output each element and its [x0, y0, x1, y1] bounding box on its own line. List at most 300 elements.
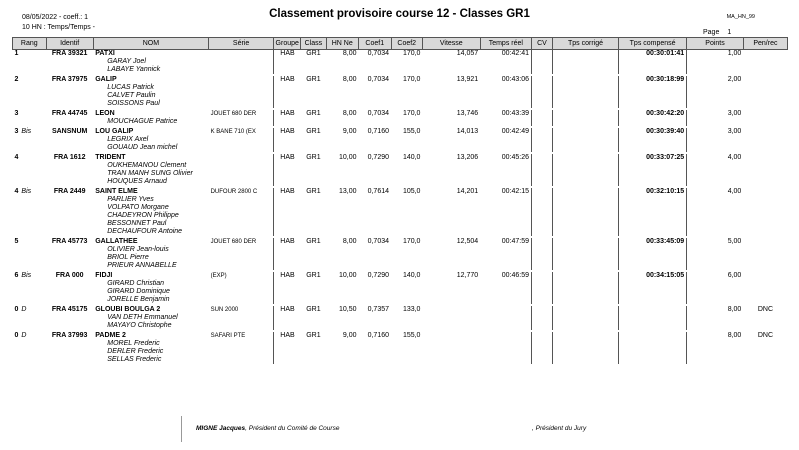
table-cell — [209, 254, 274, 262]
corrected-time — [552, 76, 618, 84]
table-cell — [359, 196, 392, 204]
table-cell — [359, 220, 392, 228]
speed — [422, 332, 480, 340]
table-cell — [274, 178, 301, 186]
real-time: 00:45:26 — [501, 154, 530, 161]
table-cell — [326, 100, 359, 108]
table-cell — [391, 66, 422, 74]
table-cell — [46, 100, 93, 108]
table-cell — [422, 118, 480, 126]
page-label: Page — [703, 29, 720, 36]
points: 8,00 — [727, 332, 742, 339]
rank: 3 — [14, 110, 19, 117]
hn-value: 8,00 — [342, 50, 357, 57]
table-cell — [326, 246, 359, 254]
table-cell — [359, 136, 392, 144]
table-cell — [687, 178, 744, 186]
table-cell — [743, 66, 787, 74]
points: 4,00 — [727, 154, 742, 161]
penalty — [743, 188, 787, 196]
table-cell — [532, 356, 553, 364]
table-cell — [552, 348, 618, 356]
table-cell — [46, 280, 93, 288]
table-cell — [326, 144, 359, 152]
group: HAB — [274, 332, 301, 340]
table-cell — [391, 262, 422, 270]
table-cell — [480, 296, 531, 304]
table-cell — [13, 144, 47, 152]
table-cell — [743, 162, 787, 170]
points: 8,00 — [727, 306, 742, 313]
table-cell — [687, 136, 744, 144]
table-cell — [301, 162, 326, 170]
table-cell — [422, 288, 480, 296]
table-cell — [743, 220, 787, 228]
table-cell — [743, 314, 787, 322]
table-cell — [687, 246, 744, 254]
table-cell — [480, 204, 531, 212]
table-cell — [274, 118, 301, 126]
table-cell — [480, 212, 531, 220]
table-cell — [326, 228, 359, 236]
table-cell — [687, 66, 744, 74]
table-cell — [209, 84, 274, 92]
table-cell — [480, 196, 531, 204]
table-cell — [480, 220, 531, 228]
rank-suffix: D — [21, 332, 27, 339]
table-cell — [274, 84, 301, 92]
crew-row — [13, 92, 788, 100]
table-cell — [422, 92, 480, 100]
table-cell — [326, 348, 359, 356]
table-cell — [13, 296, 47, 304]
cv-cell — [532, 238, 553, 246]
crew-row — [13, 136, 788, 144]
table-row — [13, 128, 788, 136]
column-header: Groupe — [274, 38, 301, 50]
table-cell — [46, 58, 93, 66]
table-cell — [391, 246, 422, 254]
table-cell — [359, 246, 392, 254]
table-cell — [532, 220, 553, 228]
table-cell — [552, 162, 618, 170]
table-cell — [13, 314, 47, 322]
hn-value: 9,00 — [342, 332, 357, 339]
table-cell — [209, 144, 274, 152]
table-cell — [274, 66, 301, 74]
table-cell — [209, 136, 274, 144]
table-cell — [13, 212, 47, 220]
corrected-time — [552, 188, 618, 196]
table-cell — [46, 92, 93, 100]
table-cell — [46, 136, 93, 144]
group: HAB — [274, 76, 301, 84]
table-cell — [391, 136, 422, 144]
table-cell — [743, 254, 787, 262]
table-cell — [422, 162, 480, 170]
crew-row — [13, 204, 788, 212]
corrected-time — [552, 50, 618, 59]
table-cell — [326, 314, 359, 322]
table-cell — [743, 92, 787, 100]
crew-member: MAYAYO Christophe — [107, 322, 172, 329]
rank: 5 — [14, 238, 19, 245]
boat-series: JOUET 680 DER — [210, 111, 257, 117]
table-cell — [532, 280, 553, 288]
group: HAB — [274, 238, 301, 246]
table-cell — [301, 92, 326, 100]
rank-cell — [13, 50, 47, 59]
table-cell — [209, 100, 274, 108]
penalty: DNC — [757, 332, 773, 339]
table-cell — [274, 204, 301, 212]
table-cell — [422, 314, 480, 322]
column-header: Coef2 — [391, 38, 422, 50]
table-cell — [46, 262, 93, 270]
column-header: Points — [687, 38, 744, 50]
table-cell — [13, 170, 47, 178]
table-cell — [422, 322, 480, 330]
speed: 14,201 — [456, 188, 479, 195]
results-table — [12, 37, 788, 366]
table-cell — [359, 100, 392, 108]
table-cell — [687, 348, 744, 356]
hn-value: 10,00 — [338, 272, 357, 279]
column-header: Class — [301, 38, 326, 50]
table-cell — [480, 288, 531, 296]
table-cell — [687, 162, 744, 170]
table-cell — [301, 144, 326, 152]
rank: 4 — [14, 154, 19, 161]
table-cell — [687, 170, 744, 178]
table-body — [13, 50, 788, 367]
table-cell — [552, 178, 618, 186]
table-cell — [480, 314, 531, 322]
coef2: 133,0 — [402, 306, 421, 313]
table-cell — [422, 228, 480, 236]
table-cell — [13, 118, 47, 126]
table-cell — [301, 340, 326, 348]
crew-row — [13, 228, 788, 236]
group: HAB — [274, 272, 301, 280]
column-header: Tps compensé — [619, 38, 687, 50]
table-cell — [274, 314, 301, 322]
table-cell — [326, 220, 359, 228]
table-cell — [326, 58, 359, 66]
penalty — [743, 272, 787, 280]
table-cell — [743, 212, 787, 220]
table-cell — [422, 356, 480, 364]
table-cell — [552, 246, 618, 254]
table-cell — [619, 136, 687, 144]
penalty — [743, 110, 787, 118]
table-cell — [209, 228, 274, 236]
table-cell — [619, 170, 687, 178]
table-row — [13, 50, 788, 59]
table-cell — [532, 170, 553, 178]
table-cell — [552, 100, 618, 108]
sail-id: FRA 000 — [55, 272, 84, 279]
table-cell — [391, 356, 422, 364]
group: HAB — [274, 154, 301, 162]
report-code: MA_HN_99 — [726, 14, 755, 20]
boat-series: SUN 2000 — [210, 307, 239, 313]
table-cell — [619, 66, 687, 74]
table-cell — [301, 314, 326, 322]
table-cell — [619, 356, 687, 364]
table-cell — [687, 288, 744, 296]
crew-member: VOLPATO Morgane — [107, 204, 169, 211]
table-cell — [209, 204, 274, 212]
table-cell — [391, 178, 422, 186]
crew-row — [13, 58, 788, 66]
table-cell — [687, 212, 744, 220]
compensated-time: 00:30:01:41 — [619, 50, 687, 59]
table-cell — [743, 288, 787, 296]
table-cell — [743, 178, 787, 186]
table-cell — [480, 170, 531, 178]
penalty — [743, 128, 787, 136]
sail-id: FRA 44745 — [51, 110, 88, 117]
group: HAB — [274, 110, 301, 118]
table-cell — [743, 280, 787, 288]
table-cell — [687, 204, 744, 212]
table-cell — [480, 136, 531, 144]
table-cell — [301, 288, 326, 296]
boat-name: SAINT ELME — [95, 188, 138, 195]
compensated-time — [619, 306, 687, 314]
table-cell — [619, 212, 687, 220]
table-cell — [391, 84, 422, 92]
hn-value: 8,00 — [342, 76, 357, 83]
boat-series: (EXP) — [210, 273, 227, 279]
points: 3,00 — [727, 128, 742, 135]
cv-cell — [532, 306, 553, 314]
table-cell — [619, 254, 687, 262]
boat-name: FIDJI — [95, 272, 113, 279]
table-cell — [743, 322, 787, 330]
table-cell — [391, 348, 422, 356]
table-cell — [552, 92, 618, 100]
table-cell — [532, 196, 553, 204]
boat-name: LEON — [95, 110, 115, 117]
crew-row — [13, 66, 788, 74]
table-cell — [13, 356, 47, 364]
table-cell — [532, 204, 553, 212]
table-cell — [532, 314, 553, 322]
coef1: 0,7357 — [367, 306, 390, 313]
points: 1,00 — [727, 50, 742, 57]
table-cell — [359, 92, 392, 100]
table-cell — [391, 296, 422, 304]
crew-row — [13, 322, 788, 330]
table-cell — [46, 118, 93, 126]
table-cell — [391, 100, 422, 108]
table-cell — [552, 228, 618, 236]
table-cell — [532, 246, 553, 254]
coef1: 0,7034 — [367, 238, 390, 245]
table-cell — [619, 204, 687, 212]
boat-name: PADME 2 — [95, 332, 126, 339]
table-cell — [619, 228, 687, 236]
class: GR1 — [306, 238, 321, 245]
table-cell — [359, 254, 392, 262]
table-cell — [209, 162, 274, 170]
class: GR1 — [306, 188, 321, 195]
boat-name: GALLATHEE — [95, 238, 138, 245]
table-cell — [552, 220, 618, 228]
column-header: Rang — [13, 38, 47, 50]
table-cell — [13, 136, 47, 144]
points: 3,00 — [727, 110, 742, 117]
table-cell — [391, 220, 422, 228]
table-cell — [391, 280, 422, 288]
table-cell — [209, 288, 274, 296]
table-cell — [301, 246, 326, 254]
group: HAB — [274, 50, 301, 59]
rank: 0 — [14, 332, 19, 339]
sail-id: FRA 37975 — [51, 76, 88, 83]
table-cell — [326, 118, 359, 126]
crew-member: HOUQUES Arnaud — [107, 178, 167, 185]
penalty — [743, 154, 787, 162]
hn-value: 8,00 — [342, 110, 357, 117]
table-cell — [552, 262, 618, 270]
table-cell — [532, 340, 553, 348]
coef2: 140,0 — [402, 272, 421, 279]
table-cell — [422, 136, 480, 144]
rank-cell — [13, 332, 47, 340]
speed: 13,921 — [456, 76, 479, 83]
points: 6,00 — [727, 272, 742, 279]
table-cell — [209, 196, 274, 204]
table-cell — [359, 296, 392, 304]
table-cell — [301, 356, 326, 364]
table-cell — [301, 196, 326, 204]
table-cell — [532, 118, 553, 126]
table-cell — [301, 84, 326, 92]
crew-member: VAN DETH Emmanuel — [107, 314, 178, 321]
table-cell — [480, 144, 531, 152]
hn-value: 9,00 — [342, 128, 357, 135]
crew-row — [13, 178, 788, 186]
sail-id: FRA 1612 — [53, 154, 86, 161]
table-cell — [326, 254, 359, 262]
class: GR1 — [306, 306, 321, 313]
table-cell — [619, 58, 687, 66]
table-cell — [687, 340, 744, 348]
table-cell — [422, 204, 480, 212]
table-cell — [552, 136, 618, 144]
coef1: 0,7614 — [367, 188, 390, 195]
table-cell — [619, 144, 687, 152]
table-cell — [326, 162, 359, 170]
table-cell — [274, 356, 301, 364]
table-cell — [46, 340, 93, 348]
table-cell — [274, 288, 301, 296]
boat-name: PATXI — [95, 50, 115, 57]
rank-cell — [13, 238, 47, 246]
table-cell — [422, 246, 480, 254]
table-cell — [46, 314, 93, 322]
table-cell — [13, 100, 47, 108]
rank: 1 — [14, 50, 19, 57]
table-cell — [301, 280, 326, 288]
table-cell — [532, 92, 553, 100]
corrected-time — [552, 272, 618, 280]
coef1: 0,7290 — [367, 154, 390, 161]
coef1: 0,7034 — [367, 50, 390, 57]
table-cell — [326, 196, 359, 204]
table-cell — [209, 262, 274, 270]
table-cell — [326, 296, 359, 304]
table-cell — [532, 228, 553, 236]
president-name: MIGNE Jacques — [196, 425, 246, 432]
table-cell — [13, 84, 47, 92]
table-cell — [619, 196, 687, 204]
table-cell — [687, 296, 744, 304]
table-cell — [326, 204, 359, 212]
table-cell — [359, 178, 392, 186]
table-cell — [13, 340, 47, 348]
table-cell — [13, 348, 47, 356]
rank-suffix: Bis — [21, 272, 32, 279]
table-cell — [552, 118, 618, 126]
crew-row — [13, 212, 788, 220]
table-cell — [209, 212, 274, 220]
rank-cell — [13, 306, 47, 314]
table-cell — [326, 356, 359, 364]
sail-id: FRA 2449 — [53, 188, 86, 195]
column-header: Coef1 — [359, 38, 392, 50]
compensated-time — [619, 332, 687, 340]
table-cell — [359, 118, 392, 126]
table-cell — [743, 262, 787, 270]
table-cell — [46, 170, 93, 178]
table-cell — [209, 178, 274, 186]
crew-row — [13, 84, 788, 92]
table-cell — [422, 262, 480, 270]
compensated-time: 00:30:42:20 — [619, 110, 687, 118]
class: GR1 — [306, 110, 321, 117]
table-cell — [326, 288, 359, 296]
table-cell — [46, 288, 93, 296]
column-header: Temps réel — [480, 38, 531, 50]
spacer — [13, 364, 788, 366]
crew-row — [13, 118, 788, 126]
table-cell — [687, 196, 744, 204]
crew-member: MOUCHAGUE Patrice — [107, 118, 178, 125]
table-cell — [13, 254, 47, 262]
compensated-time: 00:30:18:99 — [619, 76, 687, 84]
sail-id: SANSNUM — [51, 128, 88, 135]
table-cell — [480, 100, 531, 108]
compensated-time: 00:33:45:09 — [619, 238, 687, 246]
boat-name: GALIP — [95, 76, 117, 83]
crew-row — [13, 262, 788, 270]
table-cell — [552, 170, 618, 178]
table-cell — [552, 204, 618, 212]
speed: 14,057 — [456, 50, 479, 57]
table-cell — [274, 92, 301, 100]
coef2: 140,0 — [402, 154, 421, 161]
table-cell — [301, 204, 326, 212]
table-cell — [532, 136, 553, 144]
crew-row — [13, 314, 788, 322]
hn-value: 8,00 — [342, 238, 357, 245]
column-header: Pen/rec — [743, 38, 787, 50]
rank-cell — [13, 76, 47, 84]
